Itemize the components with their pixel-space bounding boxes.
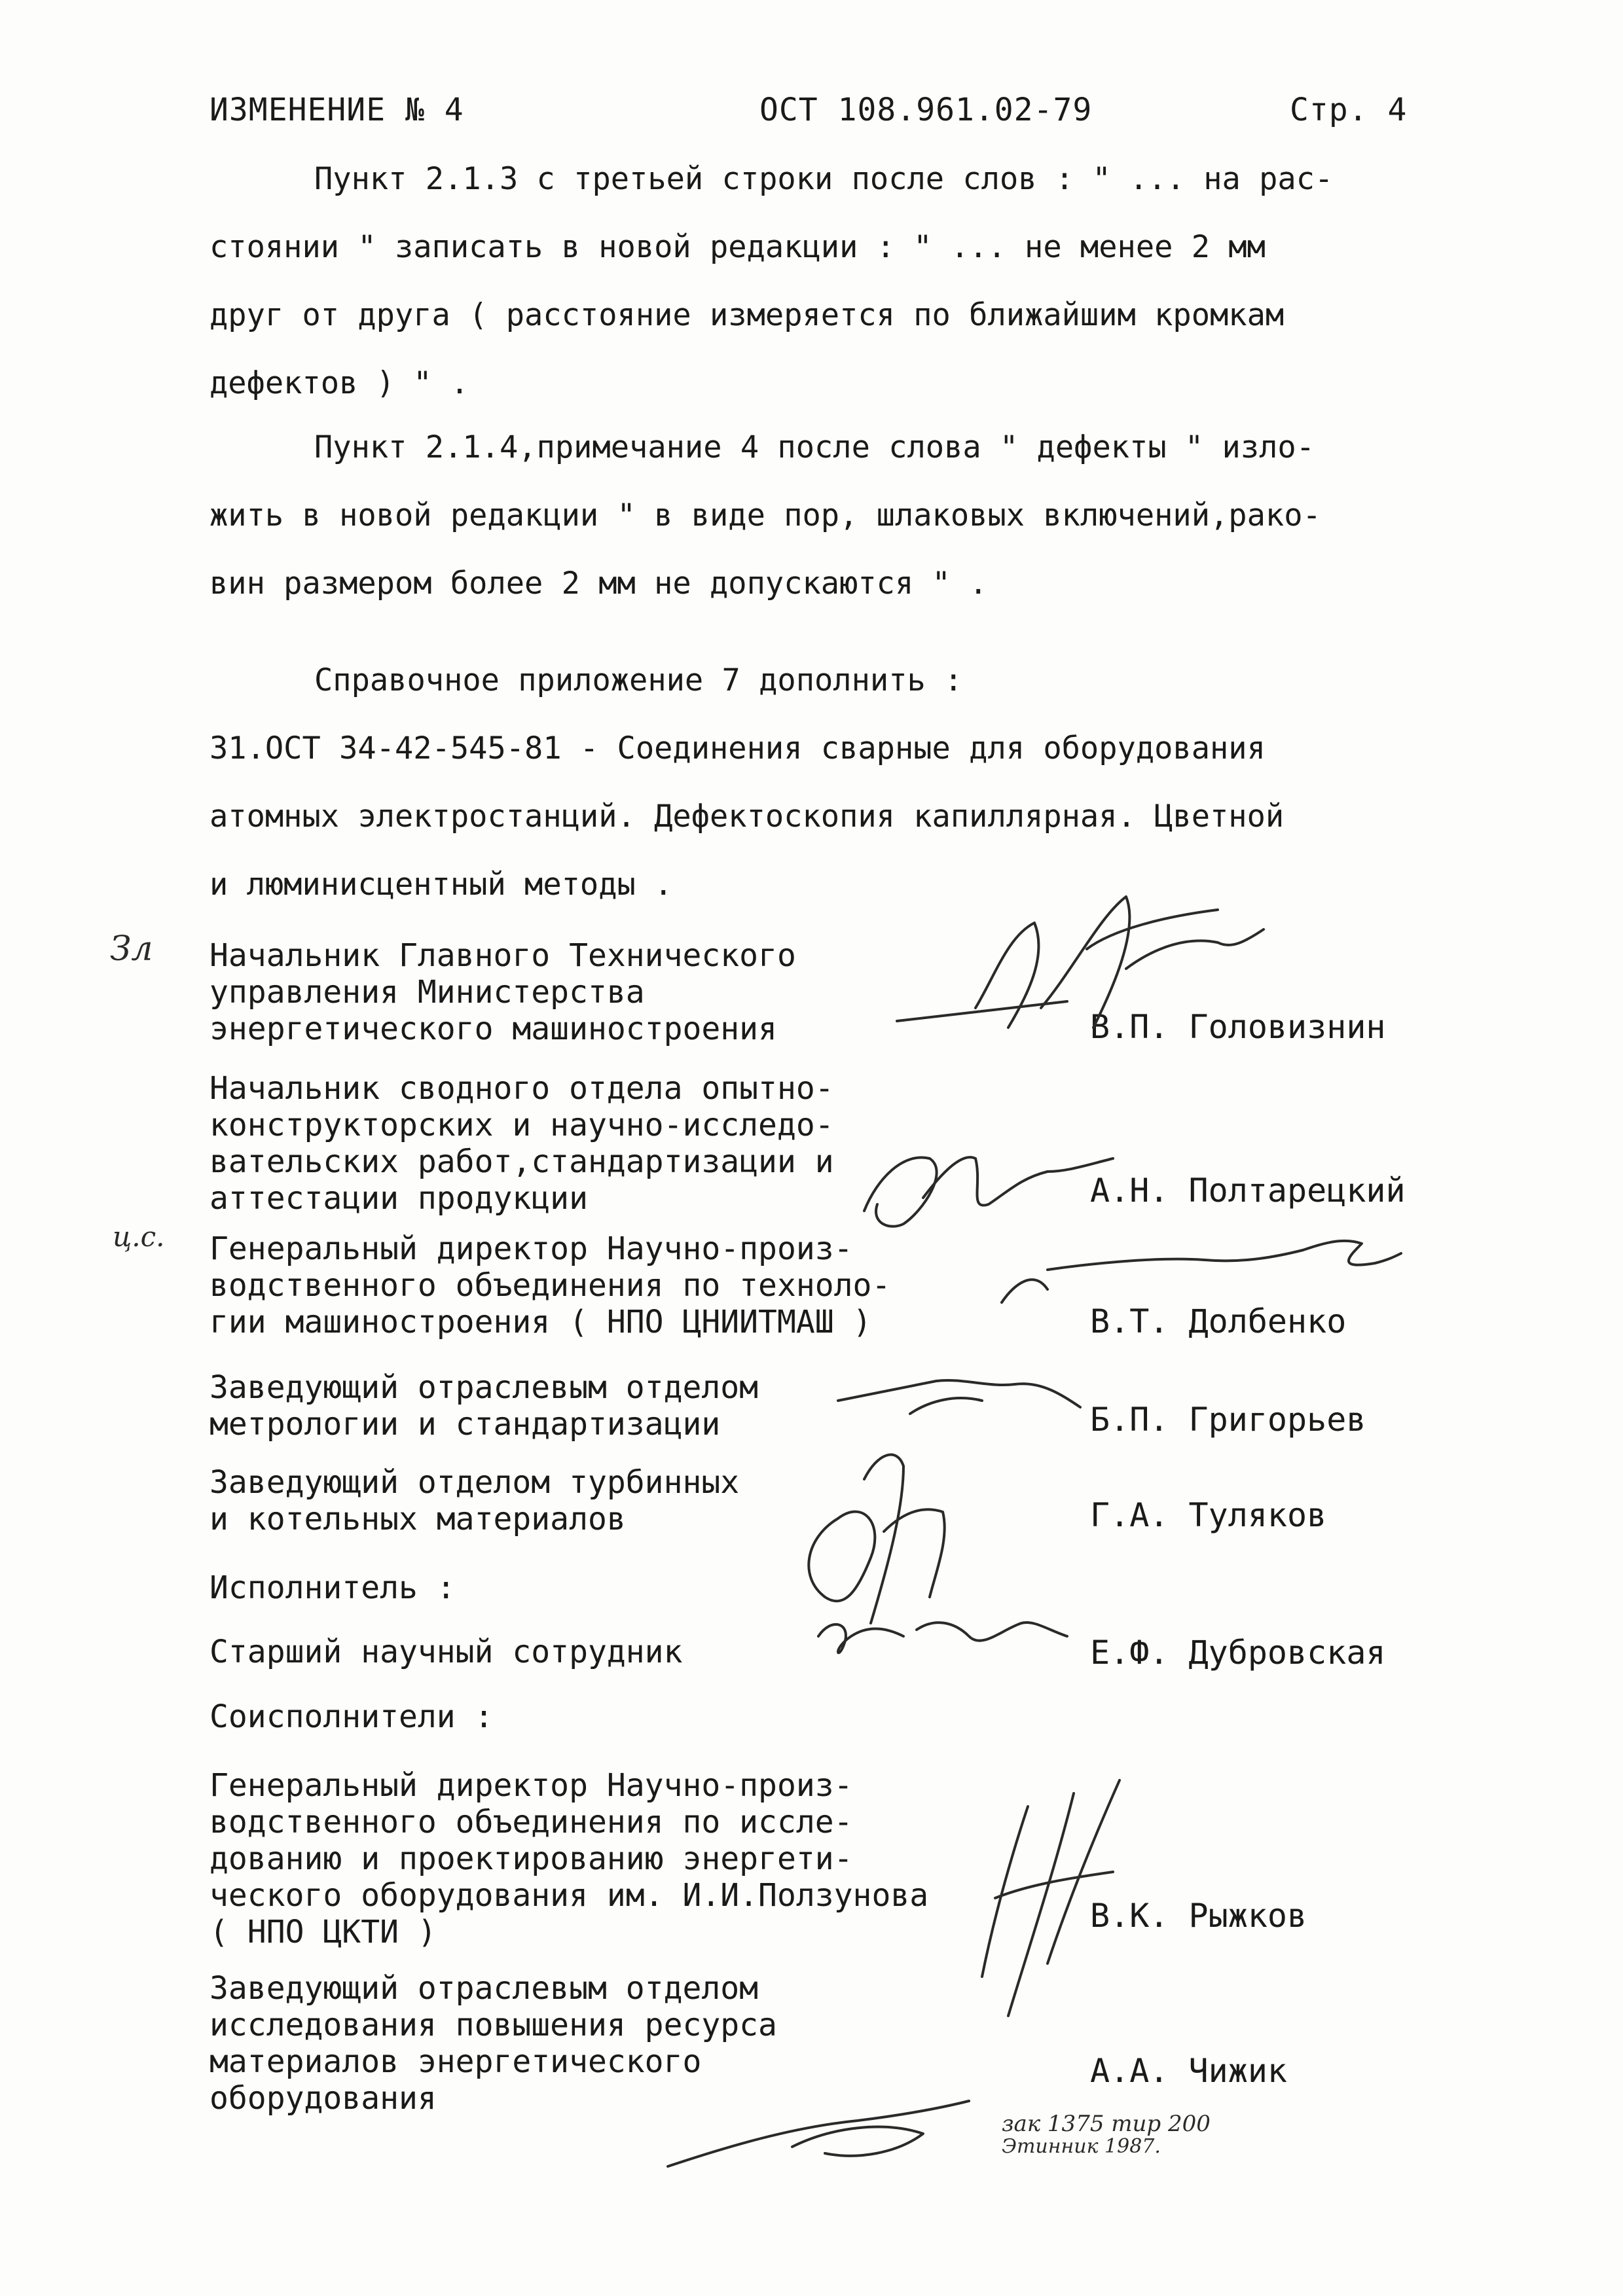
text-line: и люминисцентный методы . (210, 867, 673, 903)
signature-2 (851, 1126, 1126, 1244)
title-line: Заведующий отделом турбинных (210, 1464, 740, 1501)
title-line: водственного объединения по техноло- (210, 1267, 891, 1304)
title-line: Заведующий отраслевым отделом (210, 1970, 759, 2007)
signatory-name: Б.П. Григорьев (1090, 1401, 1366, 1439)
paragraph-2-1-4 (210, 414, 1453, 618)
signature-8 (661, 2088, 989, 2179)
title-line: вательских работ,стандартизации и (210, 1143, 834, 1180)
signatory-name: А.А. Чижик (1090, 2052, 1288, 2090)
signatory-name: В.К. Рыжков (1090, 1897, 1307, 1935)
signatory-title (210, 1369, 758, 1443)
title-line: Начальник сводного отдела опытно- (210, 1070, 834, 1107)
change-number: ИЗМЕНЕНИЕ № 4 (210, 92, 464, 128)
title-line: дованию и проектированию энергети- (210, 1840, 853, 1877)
text-line: друг от друга ( расстояние измеряется по ближайшим кромкам (210, 297, 1285, 333)
text-line: атомных электростанций. Дефектоскопия капиллярная. Цветной (210, 798, 1285, 834)
text-line: Пункт 2.1.3 с третьей строки после слов : " ... на рас- (314, 161, 1334, 197)
text-line: Справочное приложение 7 дополнить : (314, 662, 963, 698)
text-line: 31.ОСТ 34-42-545-81 - Соединения сварные для оборудования (210, 730, 1266, 766)
standard-number: ОСТ 108.961.02-79 (759, 92, 1093, 128)
signatory-name: Е.Ф. Дубровская (1090, 1634, 1386, 1672)
footer-note-2: Этинник 1987. (1002, 2135, 1161, 2158)
signature-6 (805, 1597, 1080, 1676)
title-line: оборудования (210, 2080, 437, 2117)
title-line: конструкторских и научно-исследо- (210, 1107, 834, 1143)
text-line: жить в новой редакции " в виде пор, шлаковых включений,рако- (210, 497, 1321, 533)
signature-7 (956, 1767, 1152, 2029)
title-line: Исполнитель : (210, 1570, 456, 1606)
signatory-title (210, 1230, 890, 1340)
signatory-name: Г.А. Туляков (1090, 1496, 1327, 1534)
title-line: метрологии и стандартизации (210, 1406, 721, 1443)
paragraph-2-1-3 (210, 145, 1453, 418)
performer-label (210, 1570, 456, 1606)
signatory-name: В.П. Головизнин (1090, 1008, 1386, 1046)
signatory-name: А.Н. Полтарецкий (1090, 1172, 1406, 1210)
text-line: стоянии " записать в новой редакции : " ... не менее 2 мм (210, 229, 1266, 265)
margin-note: Зл (110, 929, 153, 969)
title-line: энергетического машиностроения (210, 1011, 777, 1047)
title-line: Генеральный директор Научно-произ- (210, 1767, 853, 1804)
title-line: материалов энергетического (210, 2043, 702, 2080)
signatory-title (210, 1634, 682, 1670)
text-line: дефектов ) " . (210, 365, 469, 401)
signature-4 (831, 1361, 1093, 1433)
title-line: исследования повышения ресурса (210, 2007, 777, 2043)
signature-1 (877, 877, 1336, 1086)
title-line: водственного объединения по иссле- (210, 1804, 853, 1840)
text-line: вин размером более 2 мм не допускаются " . (210, 565, 988, 601)
title-line: и котельных материалов (210, 1501, 626, 1537)
signatory-title (210, 1464, 739, 1537)
footer-note-1: зак 1375 тир 200 (1002, 2111, 1211, 2137)
title-line: Начальник Главного Технического (210, 937, 796, 974)
signatory-title (210, 937, 796, 1047)
signatory-name: В.Т. Долбенко (1090, 1302, 1347, 1340)
title-line: гии машиностроения ( НПО ЦНИИТМАШ ) (210, 1304, 872, 1340)
page-number: Стр. 4 (1290, 92, 1408, 128)
margin-note: ц.с. (113, 1221, 165, 1253)
title-line: Заведующий отраслевым отделом (210, 1369, 759, 1406)
title-line: управления Министерства (210, 974, 645, 1011)
title-line: ческого оборудования им. И.И.Ползунова (210, 1877, 929, 1914)
title-line: Генеральный директор Научно-произ- (210, 1230, 853, 1267)
signatory-title (210, 1767, 928, 1950)
text-line: Пункт 2.1.4,примечание 4 после слова " дефекты " изло- (314, 429, 1315, 465)
title-line: аттестации продукции (210, 1180, 588, 1217)
co-performers-label (210, 1698, 493, 1735)
signatory-title (210, 1070, 834, 1217)
title-line: ( НПО ЦКТИ ) (210, 1914, 437, 1950)
title-line: Старший научный сотрудник (210, 1634, 683, 1670)
signature-3 (995, 1230, 1414, 1322)
title-line: Соисполнители : (210, 1698, 494, 1735)
